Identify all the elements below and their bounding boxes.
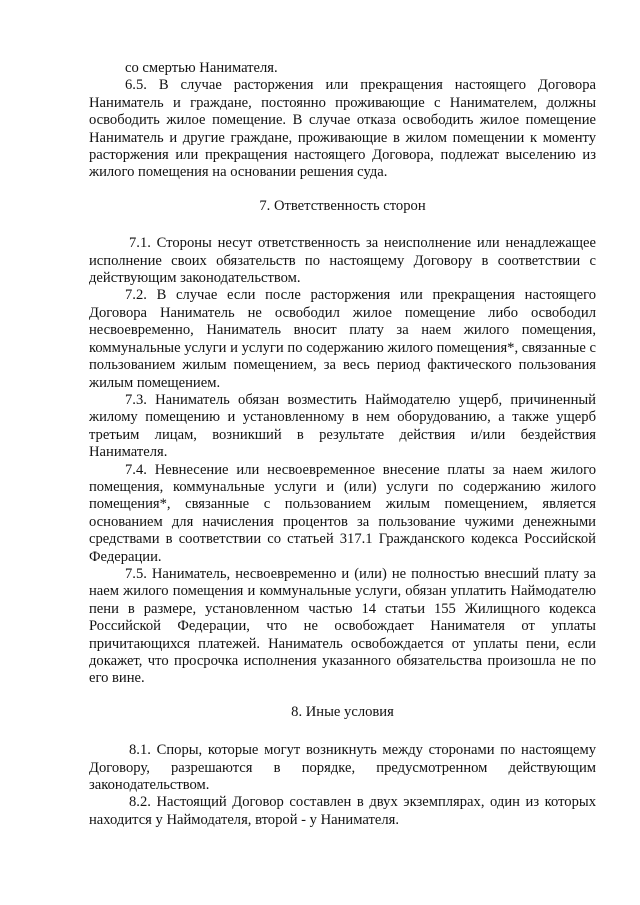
clause-6-5: 6.5. В случае расторжения или прекращения настоящего Договора Наниматель и граждане, постоянно проживающие с Нанимателем, должны освободить жилое помещение. В случае отказа освободить жилое помещение Наниматель и другие граждане, проживающие в жилом помещении к моменту расторжения или прекращения настоящего Договора, подлежат выселению из жилого помещения на основании решения суда. <box>89 77 596 181</box>
section-7-heading: 7. Ответственность сторон <box>259 197 426 214</box>
clause-7-3: 7.3. Наниматель обязан возместить Наймодателю ущерб, причиненный жилому помещению и установленному в нем оборудованию, а также ущерб третьим лицам, возникший в результате действия и/или бездействия Нанимателя. <box>89 391 596 461</box>
clause-7-1: 7.1. Стороны несут ответственность за неисполнение или ненадлежащее исполнение своих обязательств по настоящему Договору в соответствии с действующим законодательством. <box>89 235 596 287</box>
section-8-heading: 8. Иные условия <box>291 703 394 720</box>
clause-8-1: 8.1. Споры, которые могут возникнуть между сторонами по настоящему Договору, разрешаются в порядке, предусмотренном действующим законодательством. <box>89 742 596 794</box>
clause-7-4: 7.4. Невнесение или несвоевременное внесение платы за наем жилого помещения, коммунальные услуги и (или) услуги по содержанию жилого помещения*, связанные с пользованием жилым помещением, является основанием для начисления процентов за пользование чужими денежными средствами в соответствии со статьей 317.1 Гражданского кодекса Российской Федерации. <box>89 461 596 565</box>
clause-8-2: 8.2. Настоящий Договор составлен в двух экземплярах, один из которых находится у Наймодателя, второй - у Нанимателя. <box>89 794 596 828</box>
document-body <box>89 60 596 829</box>
continuation-line: со смертью Нанимателя. <box>125 60 278 76</box>
clause-7-5: 7.5. Наниматель, несвоевременно и (или) не полностью внесший плату за наем жилого помещения и коммунальные услуги, обязан уплатить Наймодателю пени в размере, установленном частью 14 статьи 155 Жилищного кодекса Российской Федерации, что не освобождает Нанимателя от уплаты причитающихся платежей. Наниматель освобождается от уплаты пени, если докажет, что просрочка исполнения указанного обязательства произошла не по его вине. <box>89 565 596 687</box>
clause-7-2: 7.2. В случае если после расторжения или прекращения настоящего Договора Наниматель не освободил жилое помещение либо освободил несвоевременно, Наниматель вносит плату за наем жилого помещения, коммунальные услуги и услуги по содержанию жилого помещения*, связанные с пользованием жилым помещением, за весь период фактического пользования жилым помещением. <box>89 287 596 391</box>
